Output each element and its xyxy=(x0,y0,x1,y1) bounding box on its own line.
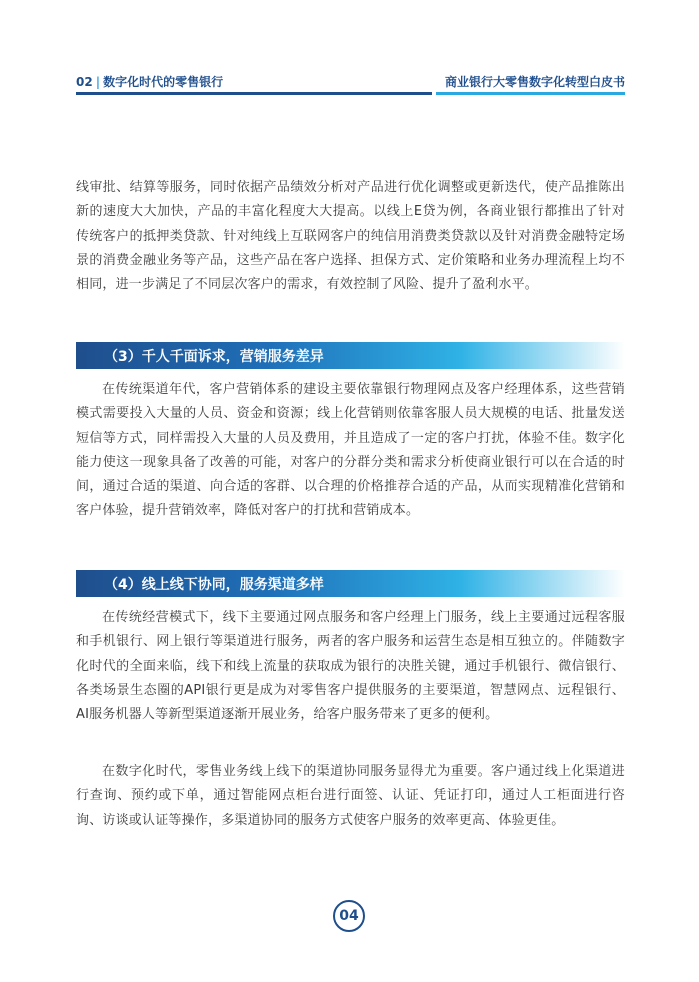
header-rule-light xyxy=(436,92,625,95)
document-title: 商业银行大零售数字化转型白皮书 xyxy=(444,75,625,89)
page-header xyxy=(76,70,625,100)
section-title-3: （3）千人千面诉求，营销服务差异 xyxy=(104,349,324,365)
section-title-4: （4）线上线下协同，服务渠道多样 xyxy=(104,577,324,593)
page-number: 04 xyxy=(333,900,365,932)
section-heading-3 xyxy=(76,342,625,369)
paragraph-continuation: 线审批、结算等服务，同时依据产品绩效分析对产品进行优化调整或更新迭代，使产品推陈出新的速度大大加快，产品的丰富化程度大大提高。以线上E贷为例，各商业银行都推出了针对传统客户的抵押类贷款、针对纯线上互联网客户的纯信用消费类贷款以及针对消费金融特定场景的消费金融业务等产品，这些产品在客户选择、担保方式、定价策略和业务办理流程上均不相同，进一步满足了不同层次客户的需求，有效控制了风险、提升了盈利水平。 xyxy=(76,180,625,293)
chapter-heading xyxy=(76,73,223,90)
header-rule-dark xyxy=(76,92,432,95)
paragraph-marketing: 在传统渠道年代，客户营销体系的建设主要依靠银行物理网点及客户经理体系，这些营销模式需要投入大量的人员、资金和资源；线上化营销则依靠客服人员大规模的电话、批量发送短信等方式，同样需投入大量的人员及费用，并且造成了一定的客户打扰，体验不佳。数字化能力使这一现象具备了改善的可能，对客户的分群分类和需求分析使商业银行可以在合适的时间，通过合适的渠道、向合适的客群、以合理的价格推荐合适的产品，从而实现精准化营销和客户体验，提升营销效率，降低对客户的打扰和营销成本。 xyxy=(76,382,625,519)
chapter-title: 数字化时代的零售银行 xyxy=(103,75,224,89)
section-heading-4 xyxy=(76,570,625,597)
chapter-number: 02 xyxy=(76,75,93,89)
paragraph-channels: 在传统经营模式下，线下主要通过网点服务和客户经理上门服务，线上主要通过远程客服和手机银行、网上银行等渠道进行服务，两者的客户服务和运营生态是相互独立的。伴随数字化时代的全面来临，线下和线上流量的获取成为银行的决胜关键，通过手机银行、微信银行、各类场景生态圈的API银行更是成为对零售客户提供服务的主要渠道，智慧网点、远程银行、AI服务机器人等新型渠道逐渐开展业务，给客户服务带来了更多的便利。 xyxy=(76,610,625,723)
paragraph-collaboration: 在数字化时代，零售业务线上线下的渠道协同服务显得尤为重要。客户通过线上化渠道进行查询、预约或下单，通过智能网点柜台进行面签、认证、凭证打印，通过人工柜面进行咨询、访谈或认证等操作，多渠道协同的服务方式使客户服务的效率更高、体验更佳。 xyxy=(76,764,625,828)
header-separator: | xyxy=(95,75,101,89)
